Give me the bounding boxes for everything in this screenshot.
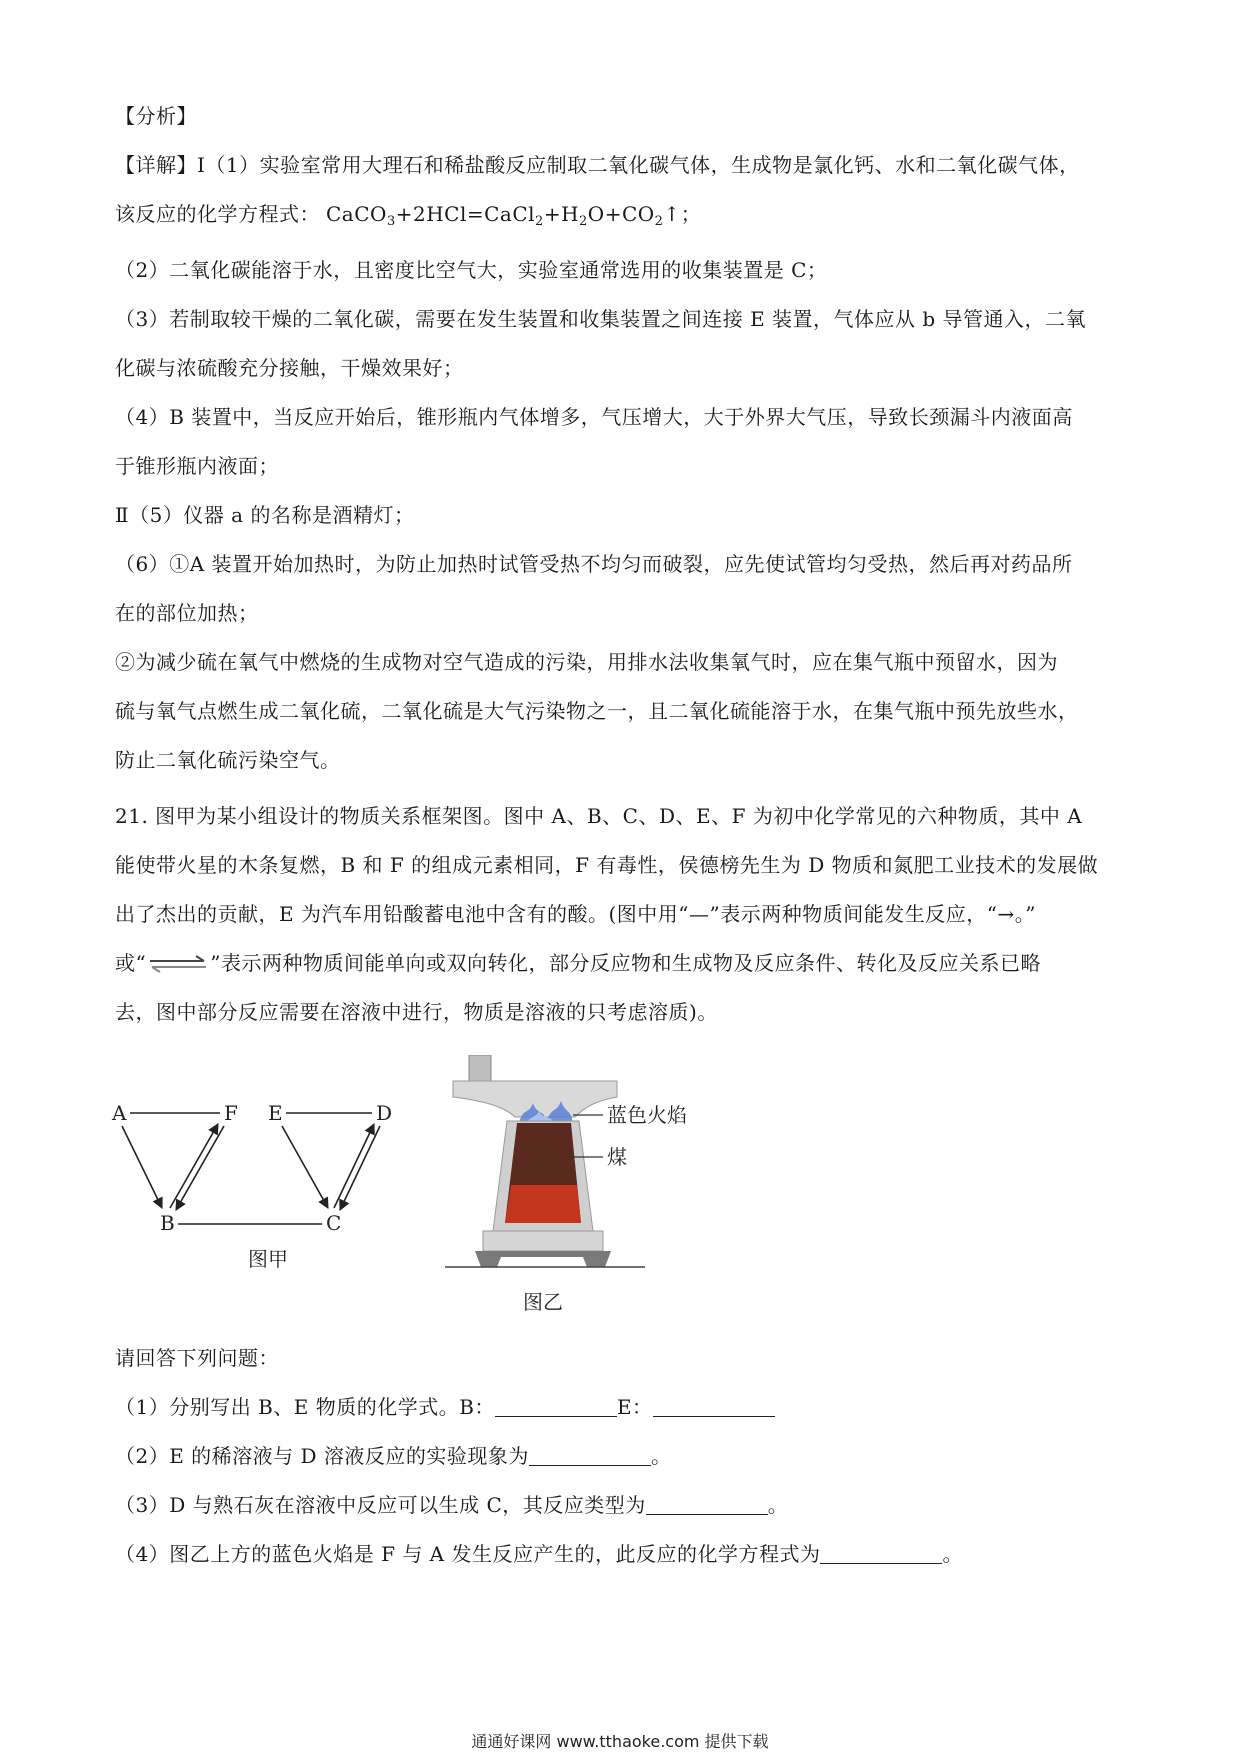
double-arrow-icon bbox=[146, 955, 210, 973]
stove-feet bbox=[475, 1251, 611, 1267]
period: 。 bbox=[650, 1444, 672, 1468]
eq-sub: 3 bbox=[386, 214, 396, 229]
sub-question-2-text: （2）E 的稀溶液与 D 溶液反应的实验现象为 bbox=[115, 1444, 529, 1468]
analysis-line: Ⅱ（5）仪器 a 的名称是酒精灯； bbox=[115, 503, 415, 527]
period: 。 bbox=[942, 1542, 963, 1566]
detail-line-1 bbox=[115, 141, 1135, 190]
question-line-text: ”表示两种物质间能单向或双向转化，部分反应物和生成物及反应条件、转化及反应关系已略 bbox=[210, 951, 1041, 975]
sub-questions bbox=[115, 1334, 1135, 1579]
eq-part: CaCO bbox=[326, 202, 387, 226]
stove-chimney bbox=[469, 1055, 491, 1083]
figure-yi bbox=[445, 1055, 745, 1315]
period: 。 bbox=[767, 1493, 789, 1517]
node-b: B bbox=[160, 1211, 175, 1235]
arrow-c-d bbox=[334, 1124, 374, 1208]
eq-part: +H bbox=[543, 202, 580, 226]
eq-sub: 2 bbox=[535, 214, 544, 229]
burning-coal bbox=[505, 1185, 581, 1223]
question-line: 出了杰出的贡献，E 为汽车用铅酸蓄电池中含有的酸。(图中用“—”表示两种物质间能发生反应，“→。” bbox=[115, 902, 1036, 926]
equation-intro: 该反应的化学方程式： bbox=[115, 202, 320, 226]
sub-question-1-text-a: （1）分别写出 B、E 物质的化学式。B： bbox=[115, 1395, 495, 1419]
answer-blank-3[interactable] bbox=[646, 1494, 768, 1515]
label-coal: 煤 bbox=[607, 1145, 627, 1169]
question-line: 去，图中部分反应需要在溶液中进行，物质是溶液的只考虑溶质)。 bbox=[115, 1000, 718, 1024]
analysis-line: （2）二氧化碳能溶于水，且密度比空气大，实验室通常选用的收集装置是 C； bbox=[115, 258, 828, 282]
analysis-line: （6）①A 装置开始加热时，为防止加热时试管受热不均匀而破裂，应先使试管均匀受热，然后再对药品所 bbox=[115, 552, 1073, 576]
eq-part: O+CO bbox=[587, 202, 655, 226]
sub-question-3-text: （3）D 与熟石灰在溶液中反应可以生成 C，其反应类型为 bbox=[115, 1493, 646, 1517]
answer-blank-4[interactable] bbox=[820, 1543, 942, 1564]
sub-question-2 bbox=[115, 1432, 1135, 1481]
analysis-line: 防止二氧化硫污染空气。 bbox=[115, 748, 341, 772]
detail-text: Ⅰ（1）实验室常用大理石和稀盐酸反应制取二氧化碳气体，生成物是氯化钙、水和二氧化碳气体， bbox=[197, 153, 1080, 177]
chemical-equation bbox=[326, 202, 702, 229]
eq-sub: 2 bbox=[579, 214, 588, 229]
detail-heading: 【详解】 bbox=[115, 153, 197, 177]
analysis-line: 硫与氧气点燃生成二氧化硫，二氧化硫是大气污染物之一，且二氧化硫能溶于水，在集气瓶中预先放些水， bbox=[115, 699, 1079, 723]
question-line-arrow bbox=[115, 939, 1135, 988]
arrow-a-b bbox=[122, 1126, 162, 1208]
figure-yi-caption: 图乙 bbox=[523, 1290, 563, 1314]
node-d: D bbox=[376, 1101, 393, 1125]
answer-blank-b[interactable] bbox=[495, 1396, 617, 1417]
question-21 bbox=[115, 792, 1135, 1037]
sub-question-4-text: （4）图乙上方的蓝色火焰是 F 与 A 发生反应产生的，此反应的化学方程式为 bbox=[115, 1542, 821, 1566]
answer-prompt: 请回答下列问题： bbox=[115, 1346, 279, 1370]
node-c: C bbox=[326, 1211, 342, 1235]
sub-question-3 bbox=[115, 1481, 1135, 1530]
analysis-line: ②为减少硫在氧气中燃烧的生成物对空气造成的污染，用排水法收集氧气时，应在集气瓶中预留水，因为 bbox=[115, 650, 1058, 674]
eq-part: +2HCl=CaCl bbox=[395, 202, 536, 226]
label-blue-flame: 蓝色火焰 bbox=[607, 1103, 687, 1127]
sub-question-1 bbox=[115, 1383, 1135, 1432]
eq-part: ↑； bbox=[663, 202, 702, 226]
arrow-d-c bbox=[340, 1126, 380, 1210]
analysis-line: 化碳与浓硫酸充分接触，干燥效果好； bbox=[115, 356, 464, 380]
node-e: E bbox=[268, 1101, 283, 1125]
analysis-line: （3）若制取较干燥的二氧化碳，需要在发生装置和收集装置之间连接 E 装置，气体应从 b 导管通入，二氧 bbox=[115, 307, 1087, 331]
sub-question-1-text-b: E： bbox=[616, 1395, 653, 1419]
arrow-b-f bbox=[170, 1124, 218, 1208]
question-line: 21. 图甲为某小组设计的物质关系框架图。图中 A、B、C、D、E、F 为初中化学常见的六种物质，其中 A bbox=[115, 804, 1083, 828]
eq-sub: 2 bbox=[654, 214, 664, 229]
equation-line bbox=[115, 190, 1135, 246]
analysis-line: （4）B 装置中，当反应开始后，锥形瓶内气体增多，气压增大，大于外界大气压，导致长颈漏斗内液面高 bbox=[115, 405, 1073, 429]
stove-base bbox=[483, 1231, 603, 1251]
analysis-section bbox=[115, 92, 1135, 785]
analysis-heading: 【分析】 bbox=[115, 104, 197, 128]
arrow-e-c bbox=[282, 1126, 328, 1208]
node-f: F bbox=[224, 1101, 238, 1125]
analysis-line: 于锥形瓶内液面； bbox=[115, 454, 279, 478]
analysis-line: 在的部位加热； bbox=[115, 601, 259, 625]
node-a: A bbox=[112, 1101, 127, 1125]
page-footer: 通通好课网 www.tthaoke.com 提供下载 bbox=[471, 1732, 769, 1751]
question-line: 能使带火星的木条复燃，B 和 F 的组成元素相同，F 有毒性，侯德榜先生为 D 物质和氮肥工业技术的发展做 bbox=[115, 853, 1099, 877]
arrow-f-b bbox=[176, 1126, 224, 1210]
figure-jia-caption: 图甲 bbox=[248, 1247, 288, 1270]
question-or: 或“ bbox=[115, 951, 147, 975]
sub-question-4 bbox=[115, 1530, 1135, 1579]
answer-blank-e[interactable] bbox=[653, 1396, 775, 1417]
answer-blank-2[interactable] bbox=[529, 1445, 651, 1466]
figure-jia bbox=[108, 1090, 448, 1270]
